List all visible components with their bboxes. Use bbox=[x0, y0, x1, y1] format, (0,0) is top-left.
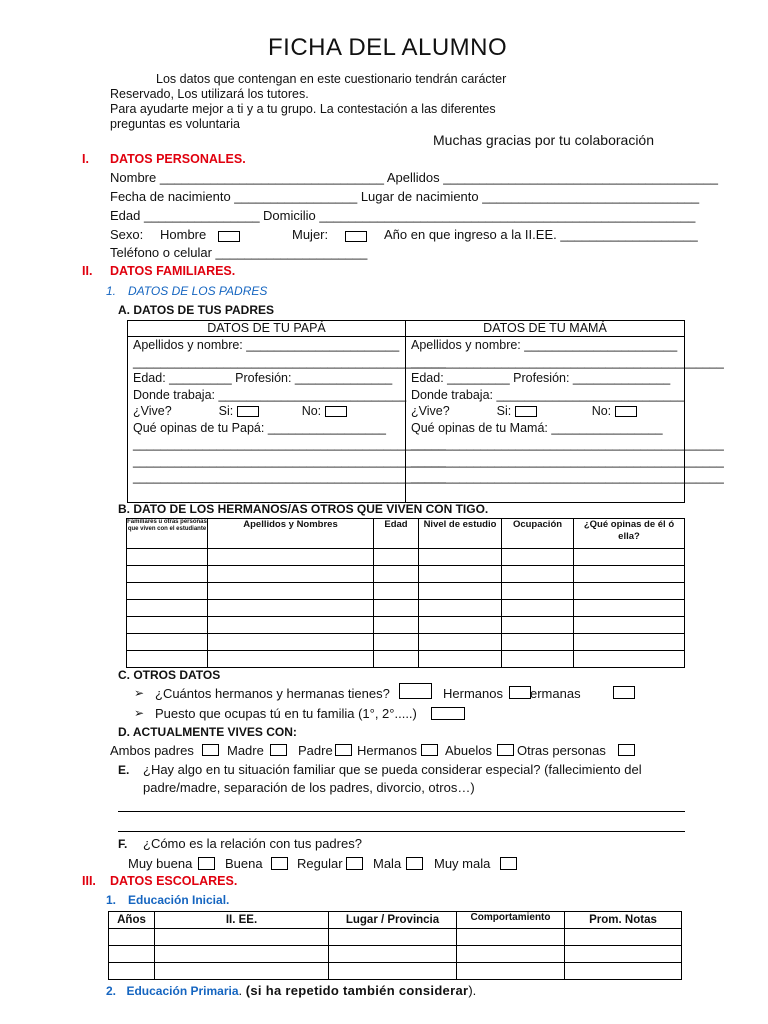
table-cell[interactable] bbox=[208, 600, 374, 617]
section-number: II. bbox=[82, 264, 93, 278]
arrow-bullet: ➢ bbox=[134, 706, 145, 720]
siblings-rows bbox=[127, 549, 685, 668]
vive-label: ¿Vive? bbox=[133, 404, 172, 418]
table-cell[interactable] bbox=[502, 583, 574, 600]
col-opinion: ¿Qué opinas de él ó ella? bbox=[574, 519, 685, 549]
papa-no-checkbox[interactable] bbox=[325, 406, 347, 417]
table-cell[interactable] bbox=[374, 583, 419, 600]
mama-trabajo-field[interactable]: Donde trabaja: ___________________________ bbox=[411, 387, 685, 402]
table-cell[interactable] bbox=[374, 634, 419, 651]
table-cell[interactable] bbox=[155, 963, 329, 980]
regular-checkbox[interactable] bbox=[346, 857, 363, 870]
table-cell[interactable] bbox=[502, 617, 574, 634]
col-ocupacion: Ocupación bbox=[502, 519, 574, 549]
table-cell[interactable] bbox=[127, 549, 208, 566]
table-row bbox=[109, 963, 682, 980]
table-cell[interactable] bbox=[127, 651, 208, 668]
option-buena: Buena bbox=[225, 856, 263, 871]
papa-blank-line[interactable]: _____________________________________________ bbox=[133, 453, 446, 468]
papa-edad-field[interactable]: Edad: _________ Profesión: ______________ bbox=[133, 371, 393, 385]
buena-checkbox[interactable] bbox=[271, 857, 288, 870]
table-cell[interactable] bbox=[419, 566, 502, 583]
intro-line: Para ayudarte mejor a ti y a tu grupo. La contestación a las diferentes bbox=[110, 102, 496, 116]
no-label: No: bbox=[301, 404, 322, 418]
table-cell[interactable] bbox=[127, 600, 208, 617]
mama-blank-line[interactable]: _____________________________________________ bbox=[411, 453, 724, 468]
parents-table bbox=[127, 320, 724, 503]
table-cell[interactable] bbox=[457, 946, 565, 963]
table-cell[interactable] bbox=[155, 946, 329, 963]
option-ambos-padres: Ambos padres bbox=[110, 743, 194, 758]
mama-blank-line[interactable]: _____________________________________________ bbox=[411, 470, 724, 484]
table-cell[interactable] bbox=[419, 651, 502, 668]
table-cell[interactable] bbox=[329, 929, 457, 946]
table-cell[interactable] bbox=[374, 566, 419, 583]
mama-nombre-field[interactable]: Apellidos y nombre: ______________________ bbox=[411, 338, 678, 352]
table-cell[interactable] bbox=[574, 617, 685, 634]
table-row bbox=[127, 583, 685, 600]
col-comportamiento: Comportamiento bbox=[457, 912, 565, 929]
col-edad: Edad bbox=[374, 519, 419, 549]
section-heading: DATOS ESCOLARES. bbox=[110, 874, 238, 888]
subsection-heading: Educación Primaria bbox=[126, 984, 239, 998]
mujer-label: Mujer: bbox=[292, 227, 329, 242]
mama-no-checkbox[interactable] bbox=[615, 406, 637, 417]
table-row bbox=[127, 617, 685, 634]
inicial-rows bbox=[109, 929, 682, 980]
si-label: Si: bbox=[496, 404, 512, 418]
intro-line: Los datos que contengan en este cuestionario tendrán carácter bbox=[156, 72, 507, 86]
table-cell[interactable] bbox=[374, 617, 419, 634]
madre-checkbox[interactable] bbox=[270, 744, 287, 756]
padre-checkbox[interactable] bbox=[335, 744, 352, 756]
table-cell[interactable] bbox=[374, 600, 419, 617]
papa-si-checkbox[interactable] bbox=[237, 406, 259, 417]
mama-blank-line[interactable]: _____________________________________________ bbox=[411, 437, 724, 451]
table-cell[interactable] bbox=[574, 600, 685, 617]
table-cell[interactable] bbox=[419, 600, 502, 617]
table-cell[interactable] bbox=[208, 634, 374, 651]
table-cell[interactable] bbox=[329, 963, 457, 980]
domicilio-field[interactable]: Domicilio ____________________________________________________ bbox=[263, 208, 696, 223]
option-abuelos: Abuelos bbox=[445, 743, 492, 758]
papa-vive-row bbox=[128, 403, 405, 420]
table-cell[interactable] bbox=[574, 549, 685, 566]
papa-blank-line[interactable]: _____________________________________________ bbox=[133, 437, 446, 451]
section-heading: DATOS FAMILIARES. bbox=[110, 264, 236, 278]
table-cell[interactable] bbox=[109, 929, 155, 946]
mama-vive-row bbox=[406, 403, 684, 420]
col-familiares: Familiares u otras personas que viven con el estudiante bbox=[127, 519, 208, 549]
subsection-number: 1. bbox=[106, 893, 117, 907]
abuelos-checkbox[interactable] bbox=[497, 744, 514, 756]
papa-opina-field[interactable]: Qué opinas de tu Papá: _________________ bbox=[133, 420, 387, 435]
table-cell[interactable] bbox=[419, 549, 502, 566]
option-regular: Regular bbox=[297, 856, 343, 871]
table-cell[interactable] bbox=[574, 583, 685, 600]
subsection-heading: DATOS DE LOS PADRES bbox=[128, 284, 268, 298]
hermanos-total-box[interactable] bbox=[399, 683, 432, 699]
table-cell[interactable] bbox=[502, 634, 574, 651]
table-cell[interactable] bbox=[208, 549, 374, 566]
table-cell[interactable] bbox=[374, 651, 419, 668]
table-row bbox=[127, 651, 685, 668]
page-title: FICHA DEL ALUMNO bbox=[268, 34, 508, 61]
table-cell[interactable] bbox=[502, 549, 574, 566]
table-cell[interactable] bbox=[419, 634, 502, 651]
muy-mala-checkbox[interactable] bbox=[500, 857, 517, 870]
table-row bbox=[127, 566, 685, 583]
hermanos-heading: B. DATO DE LOS HERMANOS/AS OTROS QUE VIVEN CON TIGO. bbox=[118, 502, 489, 516]
hombre-label: Hombre bbox=[160, 227, 207, 242]
col-nivel: Nivel de estudio bbox=[419, 519, 502, 549]
si-label: Si: bbox=[218, 404, 234, 418]
primaria-line: 2. Educación Primaria. (si ha repetido también considerar). bbox=[106, 983, 477, 998]
hermanos-question: ¿Cuántos hermanos y hermanas tienes? bbox=[155, 686, 390, 701]
option-mala: Mala bbox=[373, 856, 402, 871]
nombre-field[interactable]: Nombre _______________________________ Apellidos ______________________________________ bbox=[110, 170, 718, 185]
primaria-note-end: ). bbox=[468, 983, 477, 998]
hermanos-box[interactable] bbox=[509, 686, 531, 699]
col-iiee: II. EE. bbox=[155, 912, 329, 929]
table-cell[interactable] bbox=[502, 651, 574, 668]
inicial-table bbox=[108, 911, 682, 980]
subsection-number: 2. bbox=[106, 984, 117, 998]
primaria-note: (si ha repetido también considerar bbox=[245, 983, 469, 998]
intro-line: Reservado, Los utilizará los tutores. bbox=[110, 87, 309, 101]
table-cell[interactable] bbox=[155, 929, 329, 946]
mala-checkbox[interactable] bbox=[406, 857, 423, 870]
table-cell[interactable] bbox=[574, 634, 685, 651]
papa-blank-line[interactable]: _____________________________________________ bbox=[133, 470, 446, 484]
arrow-bullet: ➢ bbox=[134, 686, 145, 700]
thanks-text: Muchas gracias por tu colaboración bbox=[433, 132, 655, 148]
table-cell[interactable] bbox=[419, 583, 502, 600]
hermanos-checkbox[interactable] bbox=[421, 744, 438, 756]
table-cell[interactable] bbox=[127, 583, 208, 600]
papa-trabajo-field[interactable]: Donde trabaja: ___________________________ bbox=[133, 387, 407, 402]
hermanas-box[interactable] bbox=[613, 686, 635, 699]
table-cell[interactable] bbox=[208, 617, 374, 634]
relacion-question: ¿Cómo es la relación con tus padres? bbox=[143, 836, 362, 851]
table-cell[interactable] bbox=[127, 634, 208, 651]
table-row bbox=[127, 549, 685, 566]
papa-cell[interactable] bbox=[128, 337, 446, 503]
table-cell[interactable] bbox=[457, 963, 565, 980]
anio-field[interactable]: Año en que ingreso a la II.EE. ___________________ bbox=[384, 227, 698, 242]
table-cell[interactable] bbox=[374, 549, 419, 566]
table-cell[interactable] bbox=[208, 651, 374, 668]
mama-edad-field[interactable]: Edad: _________ Profesión: ______________ bbox=[411, 371, 671, 385]
mama-si-checkbox[interactable] bbox=[515, 406, 537, 417]
puesto-box[interactable] bbox=[431, 707, 465, 720]
papa-header: DATOS DE TU PAPÁ bbox=[128, 321, 406, 337]
section-heading: DATOS PERSONALES. bbox=[110, 152, 246, 166]
otros-datos-heading: C. OTROS DATOS bbox=[118, 668, 221, 682]
telefono-field[interactable]: Teléfono o celular _____________________ bbox=[110, 245, 368, 260]
situacion-question: ¿Hay algo en tu situación familiar que se pueda considerar especial? (fallecimiento del bbox=[143, 762, 642, 777]
hermanos-label: Hermanos bbox=[443, 686, 503, 701]
vive-label: ¿Vive? bbox=[411, 404, 450, 418]
subsection-heading: Educación Inicial. bbox=[128, 893, 230, 907]
table-cell[interactable] bbox=[329, 946, 457, 963]
sexo-label: Sexo: bbox=[110, 227, 144, 242]
table-cell[interactable] bbox=[565, 946, 682, 963]
col-anios: Años bbox=[109, 912, 155, 929]
table-row bbox=[109, 946, 682, 963]
edad-field[interactable]: Edad ________________ bbox=[110, 208, 260, 223]
table-cell[interactable] bbox=[457, 929, 565, 946]
option-padre: Padre bbox=[298, 743, 333, 758]
hombre-checkbox[interactable] bbox=[218, 231, 240, 242]
option-muy-mala: Muy mala bbox=[434, 856, 491, 871]
section-number: I. bbox=[82, 152, 89, 166]
table-cell[interactable] bbox=[574, 566, 685, 583]
table-cell[interactable] bbox=[127, 617, 208, 634]
puesto-question: Puesto que ocupas tú en tu familia (1°, 2°.....) bbox=[155, 706, 417, 721]
table-cell[interactable] bbox=[565, 929, 682, 946]
siblings-table bbox=[126, 518, 685, 668]
vives-con-heading: D. ACTUALMENTE VIVES CON: bbox=[118, 725, 297, 739]
fecha-field[interactable]: Fecha de nacimiento _________________ Lugar de nacimiento ______________________________ bbox=[110, 189, 700, 204]
answer-line[interactable] bbox=[118, 831, 685, 832]
mujer-checkbox[interactable] bbox=[345, 231, 367, 242]
e-label: E. bbox=[118, 763, 130, 777]
padres-heading: A. DATOS DE TUS PADRES bbox=[118, 303, 275, 317]
no-label: No: bbox=[591, 404, 612, 418]
otras-personas-checkbox[interactable] bbox=[618, 744, 635, 756]
table-row bbox=[109, 929, 682, 946]
mama-blank-line[interactable]: _____________________________________________ bbox=[411, 354, 724, 369]
option-otras-personas: Otras personas bbox=[517, 743, 606, 758]
ambos-padres-checkbox[interactable] bbox=[202, 744, 219, 756]
situacion-question-cont: padre/madre, separación de los padres, divorcio, otros…) bbox=[143, 780, 475, 795]
table-cell[interactable] bbox=[565, 963, 682, 980]
muy-buena-checkbox[interactable] bbox=[198, 857, 215, 870]
option-madre: Madre bbox=[227, 743, 264, 758]
col-apellidos: Apellidos y Nombres bbox=[208, 519, 374, 549]
papa-blank-line[interactable]: _____________________________________________ bbox=[133, 354, 446, 369]
col-lugar: Lugar / Provincia bbox=[329, 912, 457, 929]
mama-cell[interactable] bbox=[406, 337, 724, 503]
f-label: F. bbox=[118, 837, 128, 851]
col-prom-notas: Prom. Notas bbox=[565, 912, 682, 929]
subsection-number: 1. bbox=[106, 284, 117, 298]
table-cell[interactable] bbox=[208, 583, 374, 600]
table-cell[interactable] bbox=[109, 946, 155, 963]
intro-line: preguntas es voluntaria bbox=[110, 117, 240, 131]
hermanas-label: ermanas bbox=[530, 686, 581, 701]
table-cell[interactable] bbox=[127, 566, 208, 583]
table-cell[interactable] bbox=[502, 566, 574, 583]
option-hermanos: Hermanos bbox=[357, 743, 417, 758]
table-cell[interactable] bbox=[208, 566, 374, 583]
papa-nombre-field[interactable]: Apellidos y nombre: ______________________ bbox=[133, 338, 400, 352]
table-row bbox=[127, 600, 685, 617]
mama-header: DATOS DE TU MAMÁ bbox=[406, 321, 685, 337]
option-muy-buena: Muy buena bbox=[128, 856, 193, 871]
answer-line[interactable] bbox=[118, 811, 685, 812]
table-cell[interactable] bbox=[419, 617, 502, 634]
table-cell[interactable] bbox=[502, 600, 574, 617]
table-cell[interactable] bbox=[574, 651, 685, 668]
table-cell[interactable] bbox=[109, 963, 155, 980]
table-row bbox=[127, 634, 685, 651]
mama-opina-field[interactable]: Qué opinas de tu Mamá: ________________ bbox=[411, 420, 663, 435]
section-number: III. bbox=[82, 874, 96, 888]
